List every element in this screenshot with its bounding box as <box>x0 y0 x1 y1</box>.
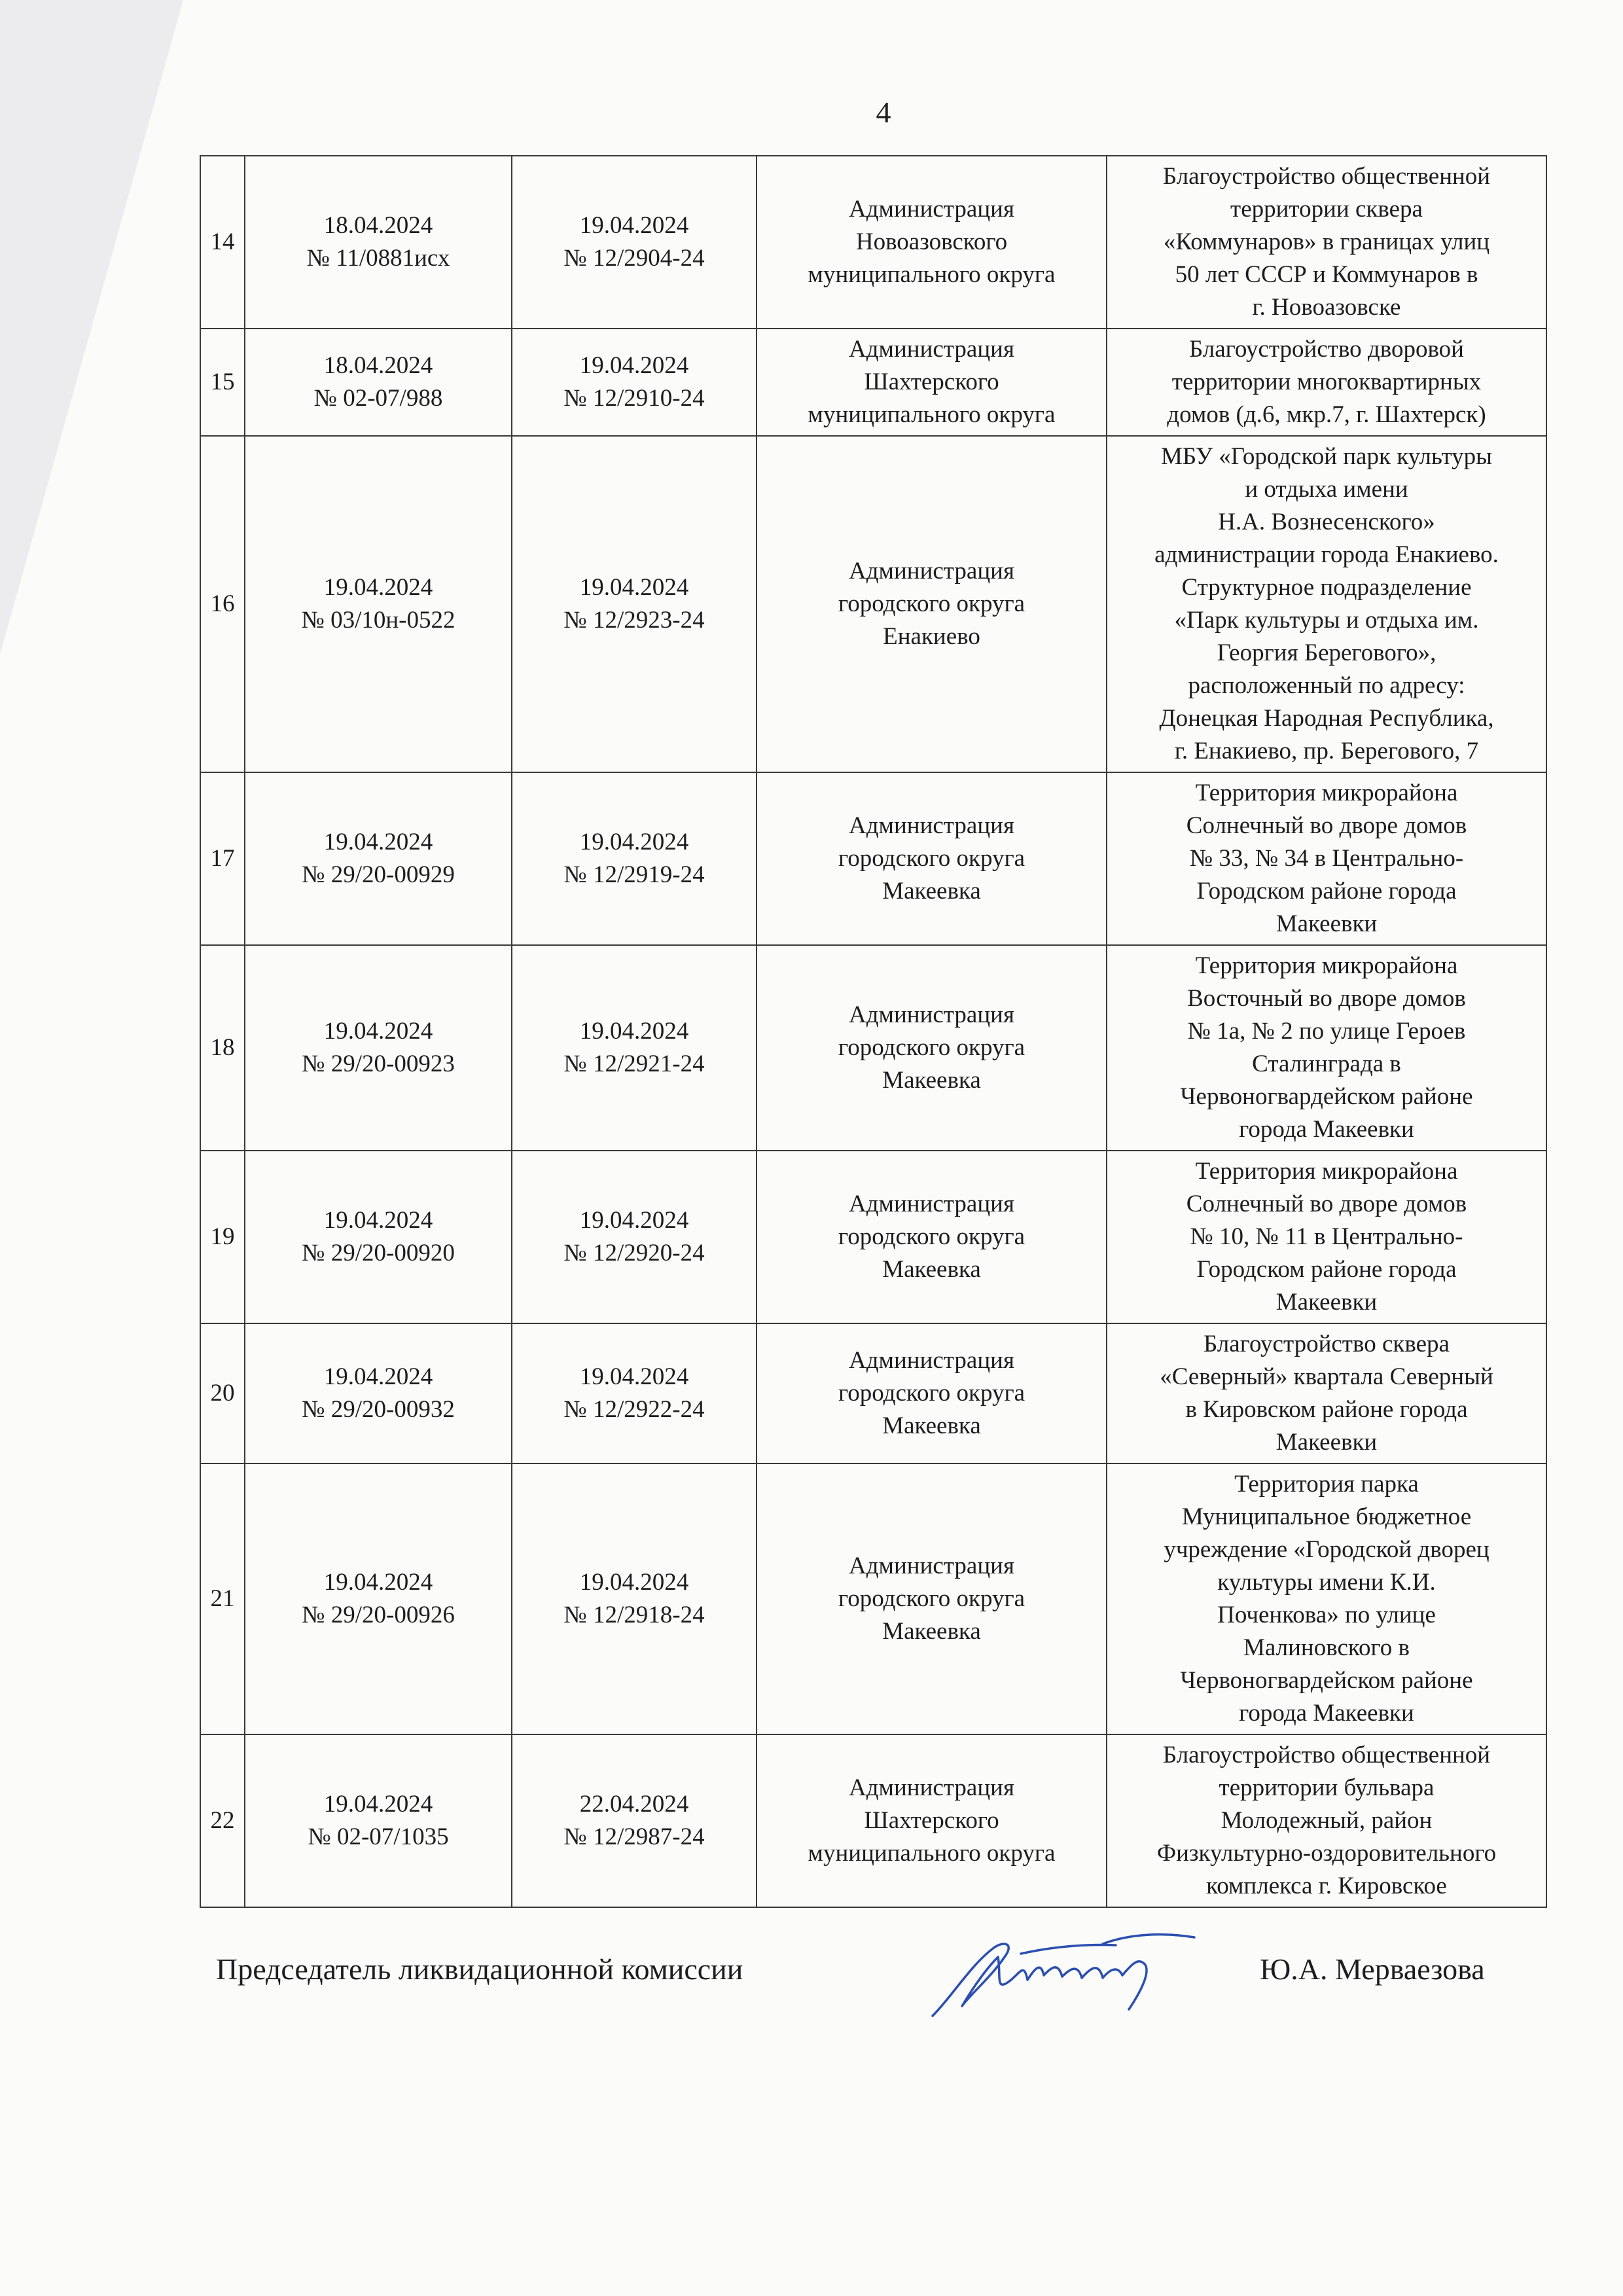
incoming-date-ref-date: 18.04.2024 <box>323 352 433 379</box>
table-row <box>200 436 1546 772</box>
table-row <box>200 772 1546 945</box>
incoming-date-ref-cell <box>245 436 512 772</box>
organization-text: Администрация Шахтерского муниципального округа <box>808 336 1056 428</box>
object-description-text: Благоустройство дворовой территории многоквартирных домов (д.6, мкр.7, г. Шахтерск) <box>1167 336 1486 428</box>
incoming-date-ref-number: № 03/10н-0522 <box>301 607 455 634</box>
registration-date-ref-number: № 12/2987-24 <box>563 1823 705 1850</box>
incoming-date-ref-cell <box>245 1151 512 1323</box>
registration-date-ref-date: 19.04.2024 <box>579 1018 689 1045</box>
row-number-cell <box>200 945 245 1151</box>
row-number-cell <box>200 436 245 772</box>
incoming-date-ref-number: № 29/20-00923 <box>302 1050 455 1077</box>
registration-date-ref-date: 19.04.2024 <box>579 829 689 855</box>
registration-date-ref-number: № 12/2919-24 <box>563 861 705 888</box>
incoming-date-ref-cell <box>245 772 512 945</box>
object-description-text: МБУ «Городской парк культуры и отдыха имени Н.А. Вознесенского» администрации города Енакиево. Структурное подразделение «Парк культуры и отдыха им. Георгия Берегового», расположенный по адресу: Донецкая Народная Республика, г. Енакиево, пр. Берегового, 7 <box>1154 443 1499 764</box>
object-description-text: Территория парка Муниципальное бюджетное учреждение «Городской дворец культуры имени К.И. Поченкова» по улице Малиновского в Червоногвардейском районе города Макеевки <box>1164 1471 1489 1727</box>
object-description-cell <box>1107 772 1546 945</box>
registration-date-ref-cell <box>512 329 757 436</box>
registration-date-ref-number: № 12/2918-24 <box>563 1602 705 1628</box>
registration-date-ref-number: № 12/2904-24 <box>563 245 705 272</box>
signature-block <box>216 1918 1525 2029</box>
page-number: 4 <box>876 96 891 129</box>
organization-cell <box>757 1734 1107 1907</box>
object-description-cell <box>1107 329 1546 436</box>
row-number-text: 20 <box>210 1380 235 1407</box>
registration-date-ref-cell <box>512 1151 757 1323</box>
row-number-text: 19 <box>210 1223 235 1250</box>
incoming-date-ref-number: № 02-07/1035 <box>308 1823 449 1850</box>
incoming-date-ref-cell <box>245 1323 512 1463</box>
organization-text: Администрация городского округа Макеевка <box>838 1191 1026 1283</box>
incoming-date-ref-date: 19.04.2024 <box>323 1018 433 1045</box>
table-row <box>200 1151 1546 1323</box>
registration-date-ref-cell <box>512 1323 757 1463</box>
registration-date-ref-number: № 12/2910-24 <box>563 385 705 412</box>
registration-date-ref-date: 19.04.2024 <box>579 1363 689 1390</box>
incoming-date-ref-date: 19.04.2024 <box>323 829 433 855</box>
registration-date-ref-cell <box>512 156 757 329</box>
object-description-cell <box>1107 156 1546 329</box>
incoming-date-ref-number: № 02-07/988 <box>313 385 443 412</box>
object-description-text: Территория микрорайона Восточный во дворе домов № 1а, № 2 по улице Героев Сталинграда в Червоногвардейском районе города Макеевки <box>1180 952 1473 1143</box>
table-row <box>200 156 1546 329</box>
organization-cell <box>757 772 1107 945</box>
registration-date-ref-number: № 12/2920-24 <box>563 1240 705 1266</box>
incoming-date-ref-date: 19.04.2024 <box>323 1207 433 1234</box>
incoming-date-ref-date: 19.04.2024 <box>323 1569 433 1596</box>
row-number-cell <box>200 1323 245 1463</box>
organization-text: Администрация городского округа Макеевка <box>838 1552 1026 1645</box>
registration-date-ref-number: № 12/2922-24 <box>563 1396 705 1423</box>
handwritten-signature <box>906 1918 1207 2029</box>
organization-text: Администрация городского округа Енакиево <box>838 558 1026 650</box>
incoming-date-ref-cell <box>245 945 512 1151</box>
row-number-text: 15 <box>210 368 235 395</box>
object-description-text: Территория микрорайона Солнечный во дворе домов № 33, № 34 в Центрально- Городском районе города Макеевки <box>1186 780 1467 937</box>
table-row <box>200 945 1546 1151</box>
incoming-date-ref-cell <box>245 156 512 329</box>
organization-cell <box>757 945 1107 1151</box>
registration-date-ref-cell <box>512 945 757 1151</box>
registration-date-ref-date: 19.04.2024 <box>579 1569 689 1596</box>
organization-text: Администрация Новоазовского муниципального округа <box>808 196 1056 288</box>
scan-shadow <box>0 0 183 655</box>
organization-cell <box>757 436 1107 772</box>
incoming-date-ref-number: № 29/20-00929 <box>302 861 455 888</box>
registration-date-ref-cell <box>512 436 757 772</box>
organization-text: Администрация Шахтерского муниципального округа <box>808 1774 1056 1867</box>
registry-table <box>200 155 1547 1908</box>
row-number-text: 18 <box>210 1034 235 1061</box>
object-description-cell <box>1107 436 1546 772</box>
registration-date-ref-date: 19.04.2024 <box>579 574 689 601</box>
incoming-date-ref-number: № 29/20-00920 <box>302 1240 455 1266</box>
row-number-text: 16 <box>210 590 235 617</box>
organization-cell <box>757 329 1107 436</box>
table-row <box>200 1463 1546 1734</box>
table-row <box>200 1734 1546 1907</box>
incoming-date-ref-cell <box>245 329 512 436</box>
registration-date-ref-date: 19.04.2024 <box>579 212 689 239</box>
organization-text: Администрация городского округа Макеевка <box>838 1347 1026 1439</box>
incoming-date-ref-date: 19.04.2024 <box>323 574 433 601</box>
registration-date-ref-number: № 12/2921-24 <box>563 1050 705 1077</box>
organization-cell <box>757 156 1107 329</box>
object-description-cell <box>1107 1323 1546 1463</box>
registration-date-ref-number: № 12/2923-24 <box>563 607 705 634</box>
object-description-text: Благоустройство общественной территории бульвара Молодежный, район Физкультурно-оздоровительного комплекса г. Кировское <box>1156 1742 1497 1899</box>
object-description-text: Территория микрорайона Солнечный во дворе домов № 10, № 11 в Центрально- Городском районе города Макеевки <box>1186 1158 1467 1316</box>
registration-date-ref-cell <box>512 772 757 945</box>
object-description-cell <box>1107 1463 1546 1734</box>
organization-text: Администрация городского округа Макеевка <box>838 812 1026 905</box>
row-number-cell <box>200 1734 245 1907</box>
row-number-cell <box>200 772 245 945</box>
object-description-text: Благоустройство общественной территории сквера «Коммунаров» в границах улиц 50 лет СССР и Коммунаров в г. Новоазовске <box>1162 163 1491 321</box>
object-description-cell <box>1107 1734 1546 1907</box>
incoming-date-ref-number: № 11/0881исх <box>306 245 450 272</box>
incoming-date-ref-number: № 29/20-00932 <box>302 1396 455 1423</box>
row-number-text: 22 <box>210 1807 235 1834</box>
organization-text: Администрация городского округа Макеевка <box>838 1001 1026 1094</box>
table-row <box>200 329 1546 436</box>
incoming-date-ref-number: № 29/20-00926 <box>302 1602 455 1628</box>
row-number-cell <box>200 1463 245 1734</box>
organization-cell <box>757 1463 1107 1734</box>
registration-date-ref-cell <box>512 1734 757 1907</box>
incoming-date-ref-date: 19.04.2024 <box>323 1363 433 1390</box>
row-number-cell <box>200 156 245 329</box>
registration-date-ref-date: 19.04.2024 <box>579 1207 689 1234</box>
incoming-date-ref-date: 19.04.2024 <box>323 1791 433 1818</box>
row-number-text: 17 <box>210 845 235 872</box>
incoming-date-ref-cell <box>245 1463 512 1734</box>
signatory-name: Ю.А. Мерваезова <box>1260 1952 1485 1986</box>
object-description-text: Благоустройство сквера «Северный» квартала Северный в Кировском районе города Макеевки <box>1160 1331 1493 1456</box>
registration-date-ref-date: 22.04.2024 <box>579 1791 689 1818</box>
organization-cell <box>757 1151 1107 1323</box>
registration-date-ref-cell <box>512 1463 757 1734</box>
incoming-date-ref-cell <box>245 1734 512 1907</box>
incoming-date-ref-date: 18.04.2024 <box>323 212 433 239</box>
organization-cell <box>757 1323 1107 1463</box>
row-number-cell <box>200 1151 245 1323</box>
signatory-title: Председатель ликвидационной комиссии <box>216 1952 743 1986</box>
object-description-cell <box>1107 1151 1546 1323</box>
row-number-cell <box>200 329 245 436</box>
table-row <box>200 1323 1546 1463</box>
row-number-text: 21 <box>210 1585 235 1612</box>
row-number-text: 14 <box>210 228 235 255</box>
registration-date-ref-date: 19.04.2024 <box>579 352 689 379</box>
object-description-cell <box>1107 945 1546 1151</box>
